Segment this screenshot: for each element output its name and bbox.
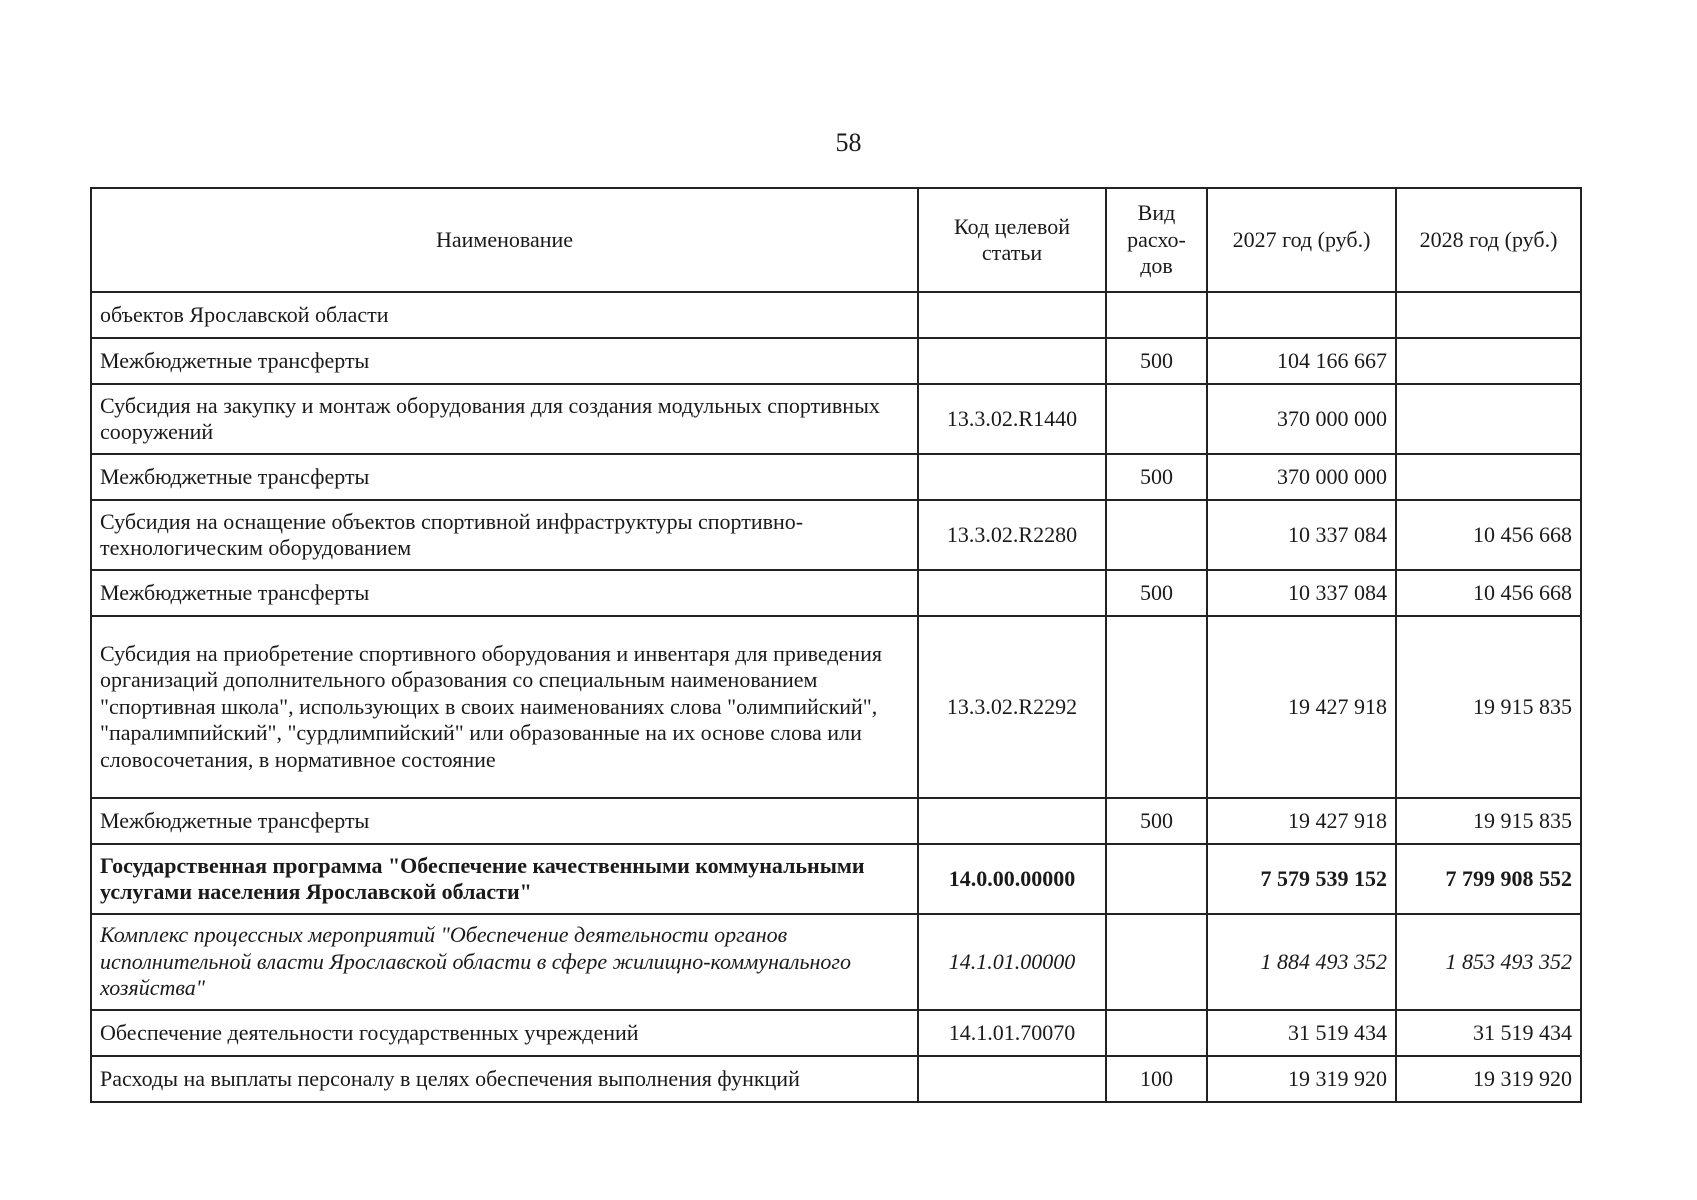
row-kind bbox=[1106, 292, 1207, 338]
header-code: Код целевой статьи bbox=[918, 188, 1106, 292]
header-2028: 2028 год (руб.) bbox=[1396, 188, 1581, 292]
row-2028 bbox=[1396, 292, 1581, 338]
row-2028: 19 915 835 bbox=[1396, 616, 1581, 798]
table-row bbox=[91, 338, 1581, 384]
row-kind bbox=[1106, 500, 1207, 570]
table-row bbox=[91, 798, 1581, 844]
table-row bbox=[91, 616, 1581, 798]
row-kind: 500 bbox=[1106, 338, 1207, 384]
row-2027: 370 000 000 bbox=[1207, 454, 1396, 500]
row-code bbox=[918, 798, 1106, 844]
header-kind: Вид расхо-дов bbox=[1106, 188, 1207, 292]
row-2027 bbox=[1207, 292, 1396, 338]
row-2028: 19 319 920 bbox=[1396, 1056, 1581, 1102]
row-name: Межбюджетные трансферты bbox=[91, 454, 918, 500]
row-kind: 500 bbox=[1106, 454, 1207, 500]
row-name: Расходы на выплаты персоналу в целях обеспечения выполнения функций bbox=[91, 1056, 918, 1102]
row-kind bbox=[1106, 1010, 1207, 1056]
row-2028 bbox=[1396, 338, 1581, 384]
page-number: 58 bbox=[835, 128, 862, 157]
row-2028: 1 853 493 352 bbox=[1396, 914, 1581, 1010]
row-2028: 10 456 668 bbox=[1396, 570, 1581, 616]
table-row bbox=[91, 500, 1581, 570]
row-2027: 19 319 920 bbox=[1207, 1056, 1396, 1102]
row-2027: 19 427 918 bbox=[1207, 798, 1396, 844]
row-name: объектов Ярославской области bbox=[91, 292, 918, 338]
table-row bbox=[91, 570, 1581, 616]
row-code: 13.3.02.R1440 bbox=[918, 384, 1106, 454]
row-2027: 10 337 084 bbox=[1207, 500, 1396, 570]
table-header-row bbox=[91, 188, 1581, 292]
row-2027: 31 519 434 bbox=[1207, 1010, 1396, 1056]
table-row bbox=[91, 292, 1581, 338]
table-row bbox=[91, 1010, 1581, 1056]
row-name: Субсидия на оснащение объектов спортивной инфраструктуры спортивно-технологическим оборудованием bbox=[91, 500, 918, 570]
row-name: Межбюджетные трансферты bbox=[91, 570, 918, 616]
row-code: 14.0.00.00000 bbox=[918, 844, 1106, 914]
table-row bbox=[91, 914, 1581, 1010]
row-2027: 370 000 000 bbox=[1207, 384, 1396, 454]
row-2028: 10 456 668 bbox=[1396, 500, 1581, 570]
row-code bbox=[918, 338, 1106, 384]
row-name: Межбюджетные трансферты bbox=[91, 798, 918, 844]
table-row bbox=[91, 454, 1581, 500]
row-2027: 10 337 084 bbox=[1207, 570, 1396, 616]
row-code: 13.3.02.R2292 bbox=[918, 616, 1106, 798]
row-2028 bbox=[1396, 384, 1581, 454]
row-code bbox=[918, 454, 1106, 500]
table-row bbox=[91, 844, 1581, 914]
header-name: Наименование bbox=[91, 188, 918, 292]
row-kind: 100 bbox=[1106, 1056, 1207, 1102]
row-kind: 500 bbox=[1106, 570, 1207, 616]
row-name: Комплекс процессных мероприятий "Обеспечение деятельности органов исполнительной власти Ярославской области в сфере жилищно-коммунального хозяйства" bbox=[91, 914, 918, 1010]
row-2028: 31 519 434 bbox=[1396, 1010, 1581, 1056]
row-name: Межбюджетные трансферты bbox=[91, 338, 918, 384]
row-name: Субсидия на закупку и монтаж оборудования для создания модульных спортивных сооружений bbox=[91, 384, 918, 454]
row-name: Субсидия на приобретение спортивного оборудования и инвентаря для приведения организаций дополнительного образования со специальным наименованием "спортивная школа", использующих в своих наименованиях слова "олимпийский", "паралимпийский", "сурдлимпийский" или образованные на их основе слова или словосочетания, в нормативное состояние bbox=[91, 616, 918, 798]
row-kind bbox=[1106, 616, 1207, 798]
row-2027: 19 427 918 bbox=[1207, 616, 1396, 798]
row-2028 bbox=[1396, 454, 1581, 500]
row-2028: 7 799 908 552 bbox=[1396, 844, 1581, 914]
row-kind bbox=[1106, 914, 1207, 1010]
row-2027: 7 579 539 152 bbox=[1207, 844, 1396, 914]
table-row bbox=[91, 384, 1581, 454]
row-2027: 104 166 667 bbox=[1207, 338, 1396, 384]
row-name: Обеспечение деятельности государственных учреждений bbox=[91, 1010, 918, 1056]
row-kind bbox=[1106, 384, 1207, 454]
row-code bbox=[918, 570, 1106, 616]
header-2027: 2027 год (руб.) bbox=[1207, 188, 1396, 292]
row-kind: 500 bbox=[1106, 798, 1207, 844]
row-code: 14.1.01.00000 bbox=[918, 914, 1106, 1010]
row-2027: 1 884 493 352 bbox=[1207, 914, 1396, 1010]
row-code: 14.1.01.70070 bbox=[918, 1010, 1106, 1056]
budget-table bbox=[90, 187, 1582, 1103]
row-code bbox=[918, 1056, 1106, 1102]
table-row bbox=[91, 1056, 1581, 1102]
row-code bbox=[918, 292, 1106, 338]
row-kind bbox=[1106, 844, 1207, 914]
row-2028: 19 915 835 bbox=[1396, 798, 1581, 844]
row-name: Государственная программа "Обеспечение качественными коммунальными услугами населения Ярославской области" bbox=[91, 844, 918, 914]
row-code: 13.3.02.R2280 bbox=[918, 500, 1106, 570]
